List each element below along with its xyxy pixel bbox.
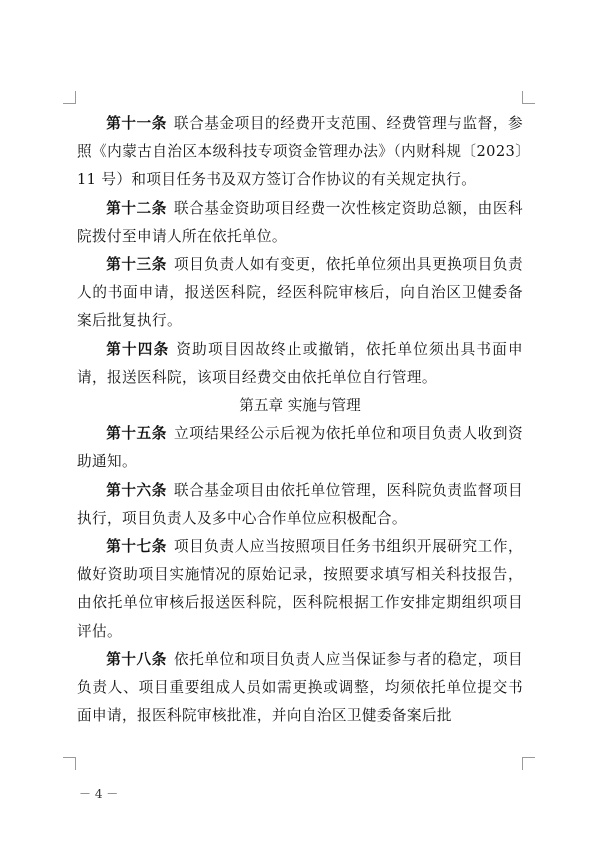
page-number: － 4 －	[79, 787, 119, 801]
article-label: 第十六条	[106, 481, 167, 499]
crop-mark-bottom-right	[522, 757, 535, 770]
article-18	[77, 646, 523, 731]
article-text: 联合基金项目由依托单位管理，医科院负责监督项目执行，项目负责人及多中心合作单位应积极配合。	[77, 481, 524, 527]
article-label: 第十四条	[106, 340, 170, 358]
article-15	[77, 420, 523, 476]
crop-mark-top-right	[522, 91, 535, 104]
crop-mark-top-left	[63, 91, 76, 104]
article-text: 依托单位和项目负责人应当保证参与者的稳定，项目负责人、项目重要组成人员如需更换或调整，均须依托单位提交书面申请，报医科院审核批准，并向自治区卫健委备案后批	[77, 650, 524, 725]
article-label: 第十二条	[106, 199, 167, 217]
document-body	[77, 110, 523, 730]
article-label: 第十三条	[106, 256, 167, 274]
article-label: 第十八条	[106, 650, 167, 668]
article-text: 资助项目因故终止或撤销，依托单位须出具书面申请，报送医科院，该项目经费交由依托单位自行管理。	[77, 340, 523, 386]
crop-mark-bottom-left	[63, 757, 76, 770]
article-14	[77, 336, 523, 392]
chapter-title: 第五章 实施与管理	[239, 397, 361, 415]
article-label: 第十一条	[106, 115, 167, 132]
article-text: 项目负责人如有变更，依托单位须出具更换项目负责人的书面申请，报送医科院，经医科院审核后，向自治区卫健委备案后批复执行。	[77, 256, 524, 330]
article-13	[77, 251, 523, 336]
article-text: 项目负责人应当按照项目任务书组织开展研究工作，做好资助项目实施情况的原始记录，按照要求填写相关科技报告，由依托单位审核后报送医科院，医科院根据工作安排定期组织项目评估。	[77, 538, 524, 640]
article-text: 联合基金项目的经费开支范围、经费管理与监督，参照《内蒙古自治区本级科技专项资金管理办法》（内财科规〔2023〕11 号）和项目任务书及双方签订合作协议的有关规定执行。	[77, 115, 524, 189]
article-label: 第十五条	[106, 425, 167, 443]
article-text: 联合基金资助项目经费一次性核定资助总额，由医科院拨付至申请人所在依托单位。	[77, 199, 524, 245]
article-12	[77, 195, 523, 251]
article-11	[77, 110, 523, 195]
article-16	[77, 477, 523, 533]
article-text: 立项结果经公示后视为依托单位和项目负责人收到资助通知。	[77, 425, 524, 471]
article-17	[77, 533, 523, 646]
article-label: 第十七条	[106, 538, 167, 556]
